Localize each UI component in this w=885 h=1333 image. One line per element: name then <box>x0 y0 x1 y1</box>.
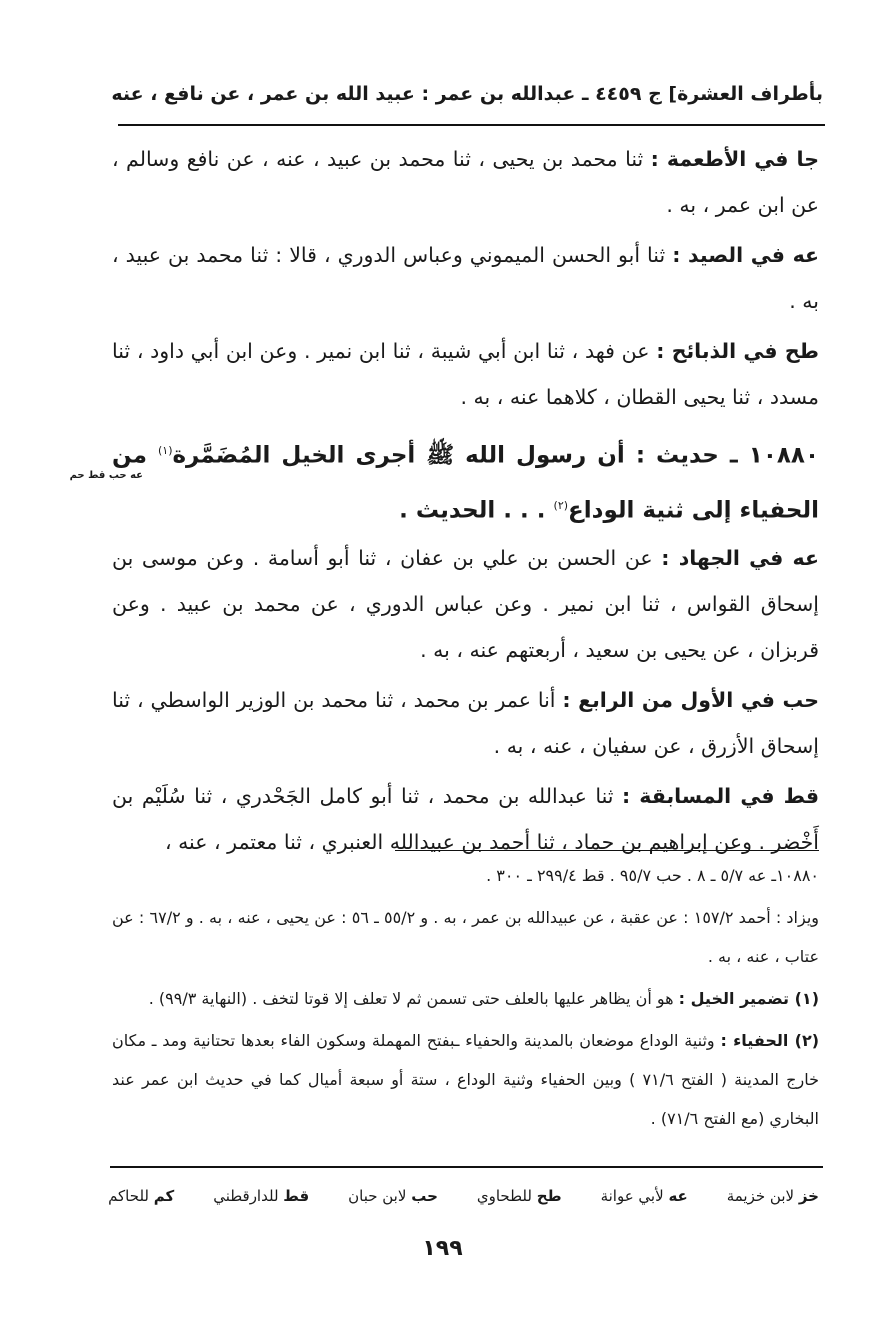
legend-label: لأبي عوانة <box>600 1187 664 1205</box>
legend-label: لابن حبان <box>348 1187 407 1205</box>
legend-code: حب <box>411 1187 438 1205</box>
paragraph-qt <box>112 773 819 865</box>
hadith-sigla: عه حب قط حم <box>69 470 143 481</box>
legend-item <box>727 1187 819 1205</box>
hadith-text-end: . . . الحديث . <box>399 497 554 524</box>
footnote-2 <box>112 1021 819 1138</box>
footnote-1 <box>112 979 819 1018</box>
hadith-text-middle: من الحفياء إلى ثنية الوداع <box>112 442 819 524</box>
header-rule <box>118 124 825 126</box>
paragraph-text: أنا عمر بن محمد ، ثنا محمد بن الوزير الواسطي ، ثنا إسحاق الأزرق ، عن سفيان ، عنه ، به . <box>112 688 819 759</box>
header-chapter: ٤٤٥ ـ عبدالله بن عمر : عبيد الله بن عمر ، عن نافع ، عنه <box>111 83 630 105</box>
legend-code: قط <box>283 1187 310 1205</box>
legend-item <box>477 1187 562 1205</box>
paragraph-text: عن الحسن بن علي بن عفان ، ثنا أبو أسامة . وعن موسى بن إسحاق القواس ، ثنا ابن نمير . وعن عباس الدوري ، عن محمد بن عبيد . وعن قربزان ، عن يحيى بن سعيد ، أربعتهم عنه ، به . <box>112 546 819 663</box>
running-header <box>111 78 823 110</box>
paragraph-text: ثنا أبو الحسن الميموني وعباس الدوري ، قالا : ثنا محمد بن عبيد ، به . <box>112 243 819 313</box>
source-code: جا في الأطعمة : <box>650 147 819 171</box>
abbreviation-legend <box>108 1178 819 1214</box>
source-code: طح في الذبائح : <box>656 339 819 363</box>
page-number: ١٩٩ <box>422 1236 463 1261</box>
legend-label: للحاكم <box>108 1187 149 1205</box>
footnote-additions <box>112 898 819 976</box>
legend-code: طح <box>536 1187 562 1205</box>
paragraph-text: ثنا عبدالله بن محمد ، ثنا أبو كامل الجَحْدري ، ثنا سُلَيْم بن أَخْضر . وعن إبراهيم بن حماد ، ثنا أحمد بن عبيدالله العنبري ، ثنا معتمر ، عنه ، <box>112 784 819 855</box>
hadith-text-start: ١٠٨٨٠ ـ حديث : أن رسول الله ﷺ أجرى الخيل المُضَمَّرة <box>172 442 819 469</box>
footnote-sources <box>112 856 819 895</box>
paragraph-text: عن فهد ، ثنا ابن أبي شيبة ، ثنا ابن نمير . وعن ابن أبي داود ، ثنا مسدد ، ثنا يحيى القطان ، كلاهما عنه ، به . <box>112 339 819 409</box>
header-volume: بأطراف العشرة] ج ٩ <box>629 83 823 105</box>
paragraph-ja <box>112 136 819 228</box>
footnote-text: ١٠٨٨٠ـ عه ٥/٧ ـ ٨ . حب ٩٥/٧ . قط ٢٩٩/٤ ـ ٣٠٠ . <box>486 866 819 885</box>
paragraph-text: ثنا محمد بن يحيى ، ثنا محمد بن عبيد ، عنه ، عن نافع وسالم ، عن ابن عمر ، به . <box>112 147 819 217</box>
hadith-entry <box>69 426 819 535</box>
main-text <box>69 136 820 869</box>
source-code: عه في الصيد : <box>672 243 820 267</box>
legend-item <box>108 1187 174 1205</box>
footnote-text: ويزاد : أحمد ١٥٧/٢ : عن عقبة ، عن عبيدالله بن عمر ، به . و ٥٥/٢ ـ ٥٦ : عن يحيى ، عنه ، به . و ٦٧/٢ : عن عتاب ، عنه ، به . <box>112 908 819 966</box>
paragraph-ah <box>112 232 819 324</box>
footnote-heading: (٢) الحفياء : <box>720 1031 820 1050</box>
footnote-heading: (١) تضمير الخيل : <box>678 989 819 1008</box>
paragraph-ah-jihad <box>112 535 819 673</box>
footnote-ref-2: (٢) <box>553 498 569 512</box>
legend-code: خز <box>798 1187 819 1205</box>
legend-item <box>213 1187 309 1205</box>
paragraph-hb <box>112 677 819 769</box>
footnote-rule <box>395 850 819 851</box>
paragraph-th <box>112 328 819 420</box>
footnote-text: وثنية الوداع موضعان بالمدينة والحفياء ـبفتح المهملة وسكون الفاء بعدها تحتانية ومد ـ مكان خارج المدينة ( الفتح ٧١/٦ ) وبين الحفياء وثنية الوداع ، ستة أو سبعة أميال كما في حديث ابن عمر عند البخاري (مع الفتح ٧١/٦) . <box>112 1031 819 1128</box>
source-code: عه في الجهاد : <box>661 546 819 571</box>
footnote-text: هو أن يظاهر عليها بالعلف حتى تسمن ثم لا تعلف إلا قوتا لتخف . (النهاية ٩٩/٣) . <box>148 989 679 1008</box>
legend-item <box>601 1187 688 1205</box>
legend-code: كم <box>153 1187 175 1205</box>
source-code: حب في الأول من الرابع : <box>562 688 819 713</box>
source-code: قط في المسابقة : <box>621 784 819 809</box>
legend-item <box>348 1187 438 1205</box>
hadith-text <box>112 426 819 535</box>
legend-rule <box>110 1166 823 1168</box>
footnotes <box>112 856 819 1141</box>
legend-label: لابن خزيمة <box>726 1187 795 1205</box>
legend-code: عه <box>668 1187 688 1205</box>
footnote-ref-1: (١) <box>157 444 173 457</box>
legend-label: للطحاوي <box>476 1187 532 1205</box>
legend-label: للدارقطني <box>213 1187 279 1205</box>
